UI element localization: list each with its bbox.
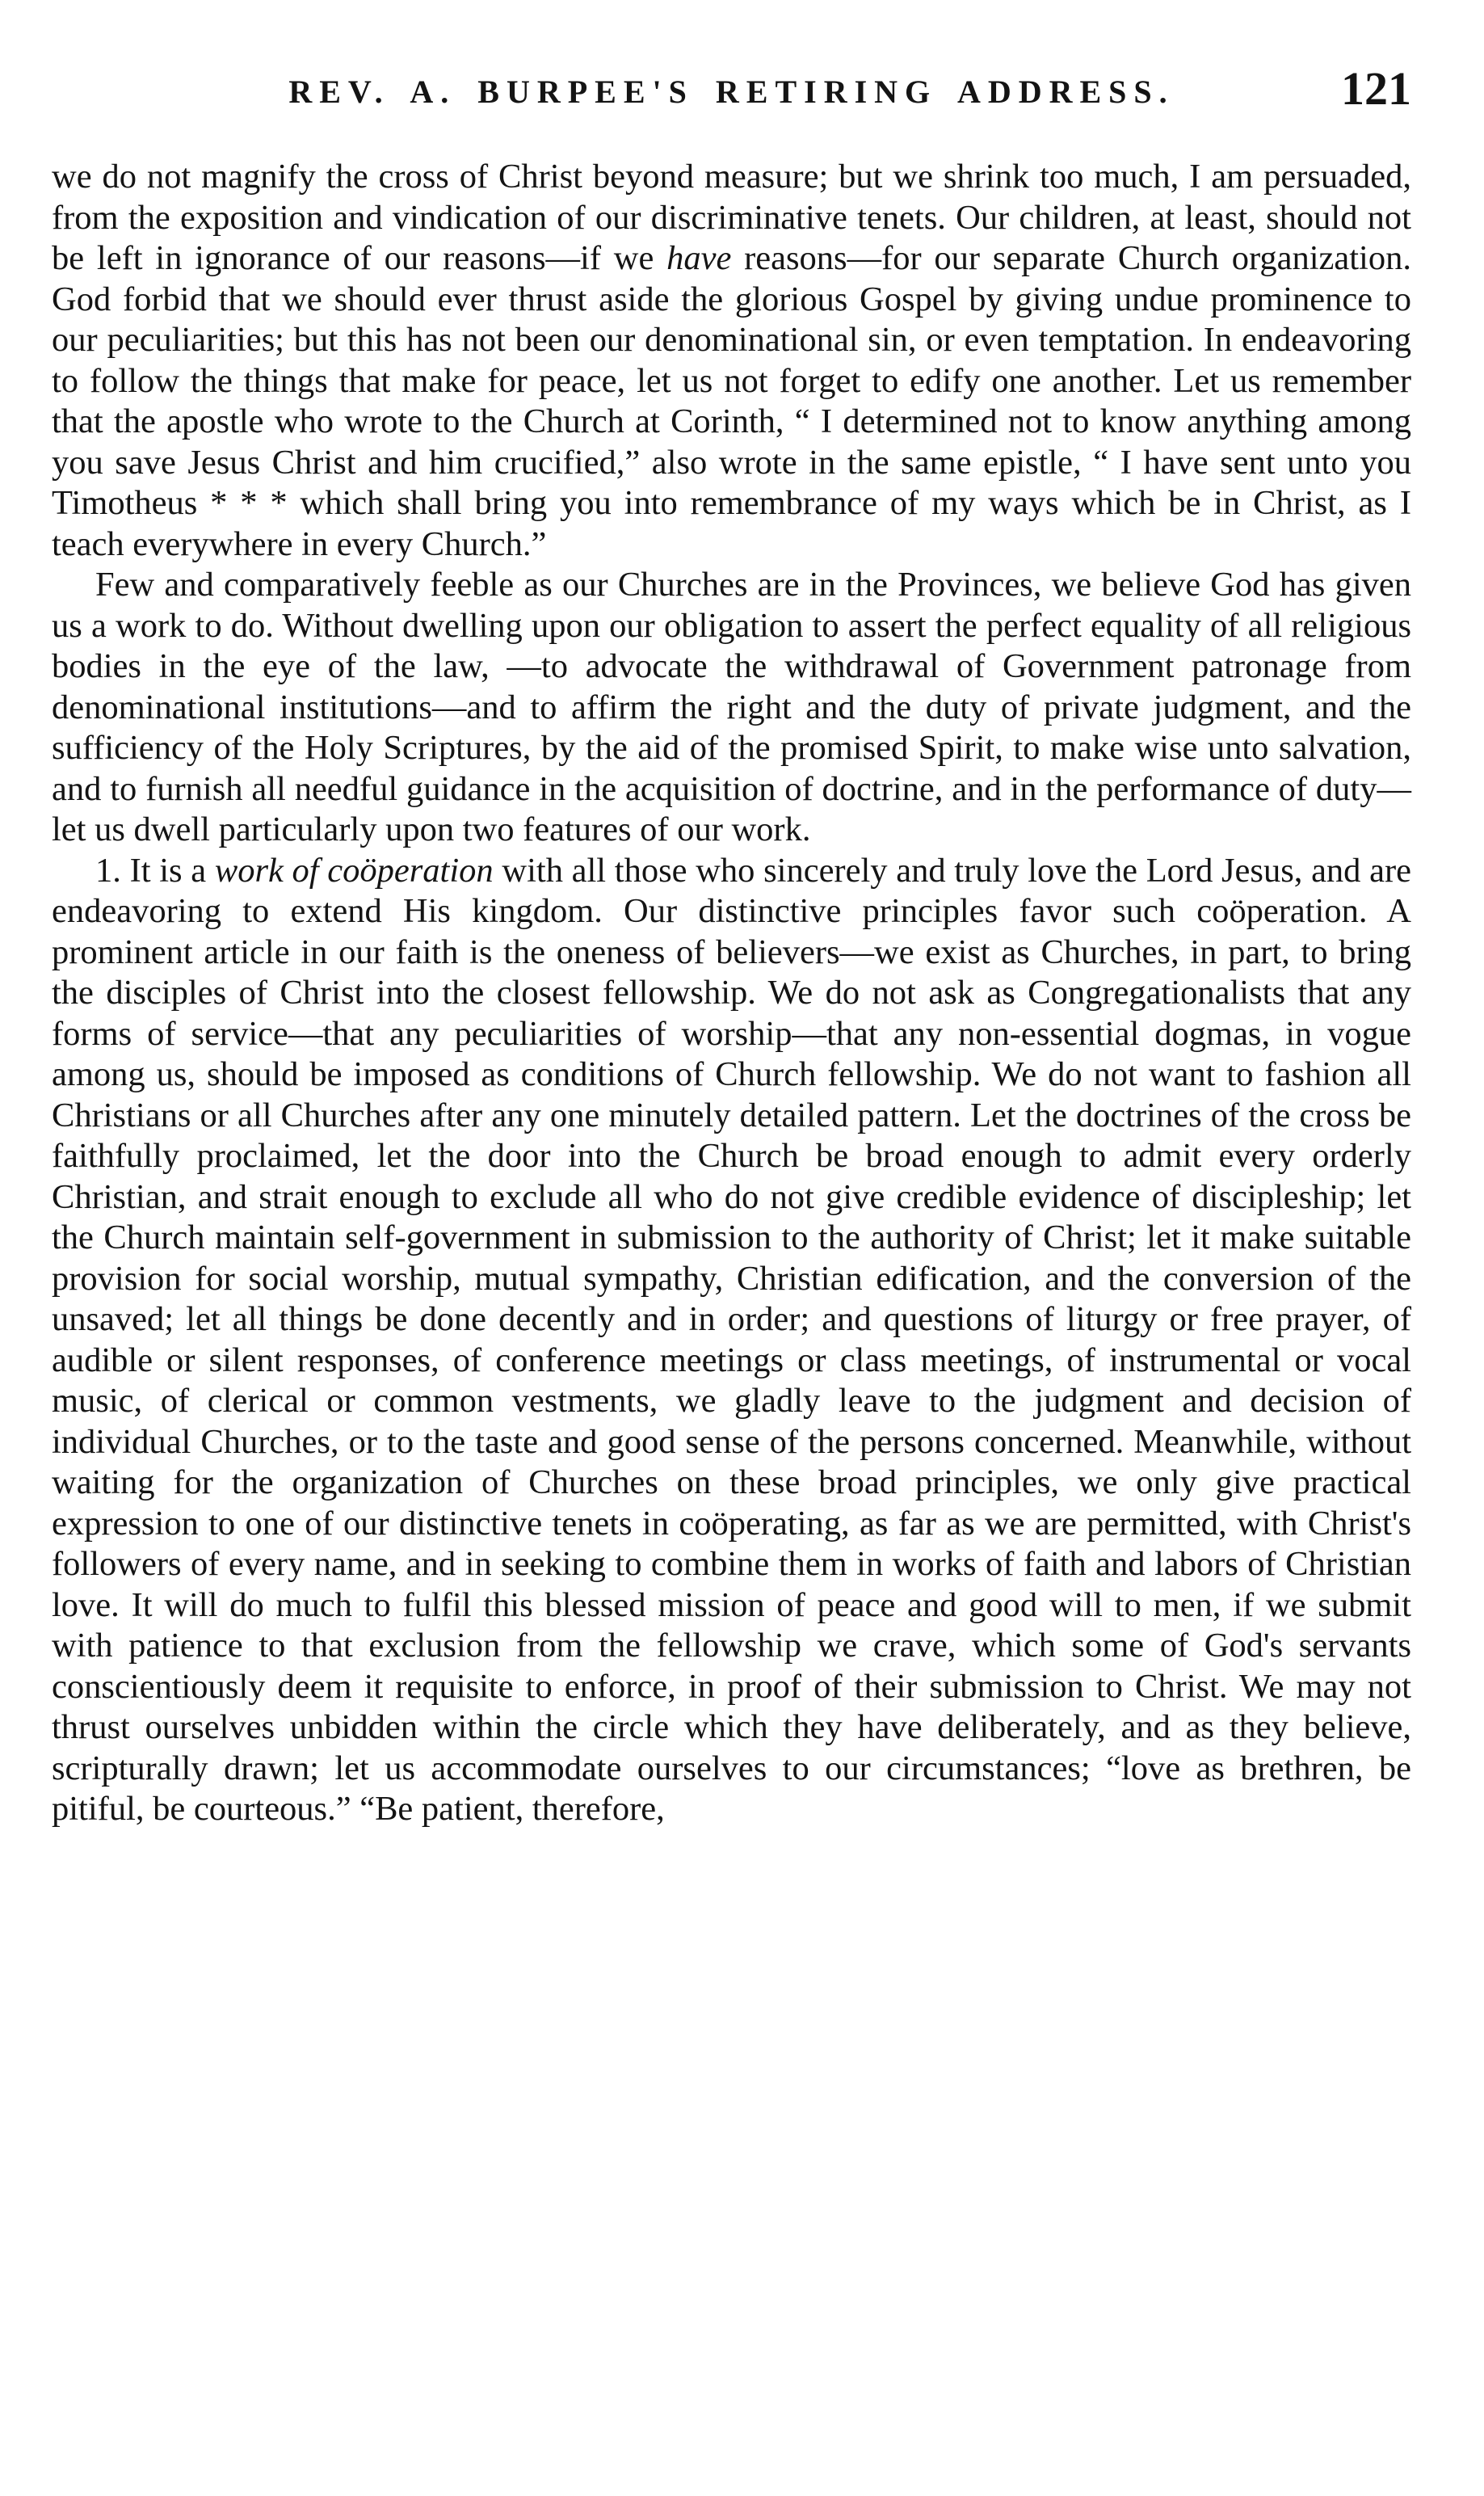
text-run: we do not magnify the cross of Christ beyond measure; but we shrink too much, I am persuaded, from the exposition and vindication of our discriminative tenets. Our children, at least, should not be left in ignorance of our reasons—if we: [52, 158, 1411, 277]
paragraph-3: [52, 851, 1411, 1830]
page-number: 121: [1341, 62, 1411, 115]
italic-text-run: work of coöperation: [214, 851, 494, 890]
running-title: REV. A. BURPEE'S RETIRING ADDRESS.: [288, 74, 1175, 110]
text-run: with all those who sincerely and truly love the Lord Jesus, and are endeavoring to extend His kingdom. Our distinctive principles favor such coöperation. A prominent article in our faith is the oneness of believers—we exist as Churches, in part, to bring the disciples of Christ into the closest fellowship. We do not ask as Congregationalists that any forms of service—that any peculiarities of worship—that any non-essential dogmas, in vogue among us, should be imposed as conditions of Church fellowship. We do not want to fashion all Christians or all Churches after any one minutely detailed pattern. Let the doctrines of the cross be faithfully proclaimed, let the door into the Church be broad enough to admit every orderly Christian, and strait enough to exclude all who do not give credible evidence of discipleship; let the Church maintain self-government in submission to the authority of Christ; let it make suitable provision for social worship, mutual sympathy, Christian edification, and the conversion of the unsaved; let all things be done decently and in order; and questions of liturgy or free prayer, of audible or silent responses, of conference meetings or class meetings, of instrumental or vocal music, of clerical or common vestments, we gladly leave to the judgment and decision of individual Churches, or to the taste and good sense of the persons concerned. Meanwhile, without waiting for the organization of Churches on these broad principles, we only give practical expression to one of our distinctive tenets in coöperating, as far as we are permitted, with Christ's followers of every name, and in seeking to combine them in works of faith and labors of Christian love. It will do much to fulfil this blessed mission of peace and good will to men, if we submit with patience to that exclusion from the fellowship we crave, which some of God's servants conscientiously deem it requisite to enforce, in proof of their submission to Christ. We may not thrust ourselves unbidden within the circle which they have deliberately, and as they believe, scripturally drawn; let us accommodate ourselves to our circumstances; “love as brethren, be pitiful, be courteous.” “Be patient, therefore,: [52, 851, 1412, 1828]
paragraph-2: [52, 565, 1411, 851]
text-run: 1. It is a: [95, 851, 215, 890]
italic-text-run: have: [666, 239, 732, 277]
paragraph-1: [52, 157, 1411, 565]
text-run: reasons—for our separate Church organization. God forbid that we should ever thrust aside the glorious Gospel by giving undue prominence to our peculiarities; but this has not been our denominational sin, or even temptation. In endeavoring to follow the things that make for peace, let us not forget to edify one another. Let us remember that the apostle who wrote to the Church at Corinth, “ I determined not to know anything among you save Jesus Christ and him crucified,” also wrote in the same epistle, “ I have sent unto you Timotheus * * * which shall bring you into remembrance of my ways which be in Christ, as I teach everywhere in every Church.”: [52, 239, 1411, 563]
running-head: [52, 62, 1411, 157]
body-text: [52, 157, 1411, 1830]
text-run: Few and comparatively feeble as our Churches are in the Provinces, we believe God has given us a work to do. Without dwelling upon our obligation to assert the perfect equality of all religious bodies in the eye of the law, —to advocate the withdrawal of Government patronage from denominational institutions—and to affirm the right and the duty of private judgment, and the sufficiency of the Holy Scriptures, by the aid of the promised Spirit, to make wise unto salvation, and to furnish all needful guidance in the acquisition of doctrine, and in the performance of duty—let us dwell particularly upon two features of our work.: [52, 566, 1411, 848]
